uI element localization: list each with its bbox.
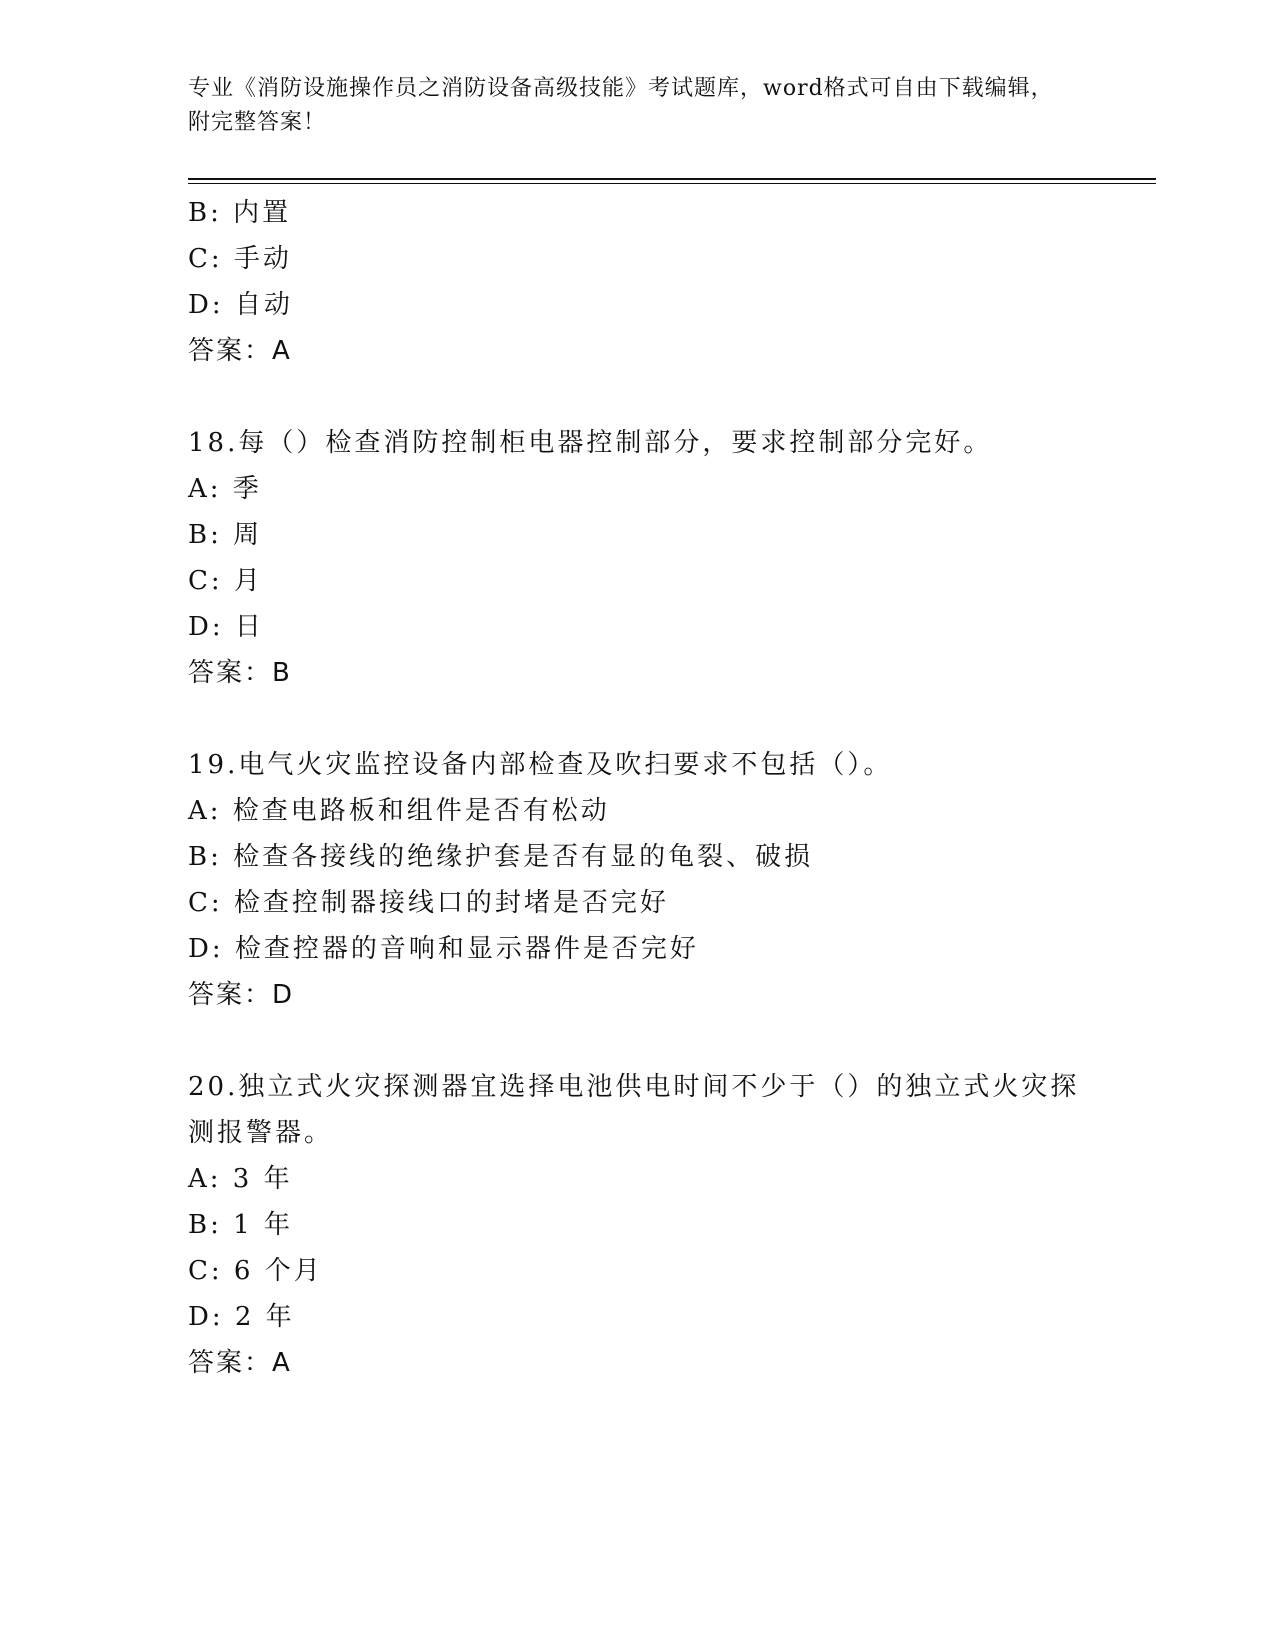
document-header [188,72,1068,140]
option-d: D: 检查控器的音响和显示器件是否完好 [188,934,699,964]
option-a: A: 3 年 [188,1164,293,1194]
option-c: C: 检查控制器接线口的封堵是否完好 [188,888,669,918]
option-c: C: 6 个月 [188,1256,323,1286]
question-text: 20.独立式火灾探测器宜选择电池供电时间不少于（）的独立式火灾探测报警器。 [188,1072,1080,1148]
answer-line: 答案：B [188,658,292,688]
option-b: B: 1 年 [188,1210,293,1240]
option-d: D: 日 [188,612,264,642]
option-c: C: 月 [188,566,263,596]
option-c: C: 手动 [188,244,292,274]
option-b: B: 周 [188,520,263,550]
question-18 [188,420,1108,696]
question-text: 18.每（）检查消防控制柜电器控制部分，要求控制部分完好。 [188,428,993,458]
question-19 [188,742,1108,1018]
header-title: 专业《消防设施操作员之消防设备高级技能》考试题库，word格式可自由下载编辑，附完整答案！ [188,76,1054,135]
answer-line: 答案：A [188,1348,292,1378]
option-b: B: 内置 [188,198,292,228]
option-a: A: 季 [188,474,262,504]
question-20 [188,1064,1108,1386]
question-text: 19.电气火灾监控设备内部检查及吹扫要求不包括（）。 [188,750,893,780]
option-d: D: 2 年 [188,1302,295,1332]
answer-line: 答案：D [188,980,295,1010]
option-d: D: 自动 [188,290,293,320]
header-divider-thin [188,183,1156,184]
question-content [188,190,1108,1386]
option-a: A: 检查电路板和组件是否有松动 [188,796,610,826]
answer-line: 答案：A [188,336,292,366]
header-divider-thick [188,178,1156,180]
option-b: B: 检查各接线的绝缘护套是否有显的龟裂、破损 [188,842,814,872]
carryover-question [188,190,1108,374]
